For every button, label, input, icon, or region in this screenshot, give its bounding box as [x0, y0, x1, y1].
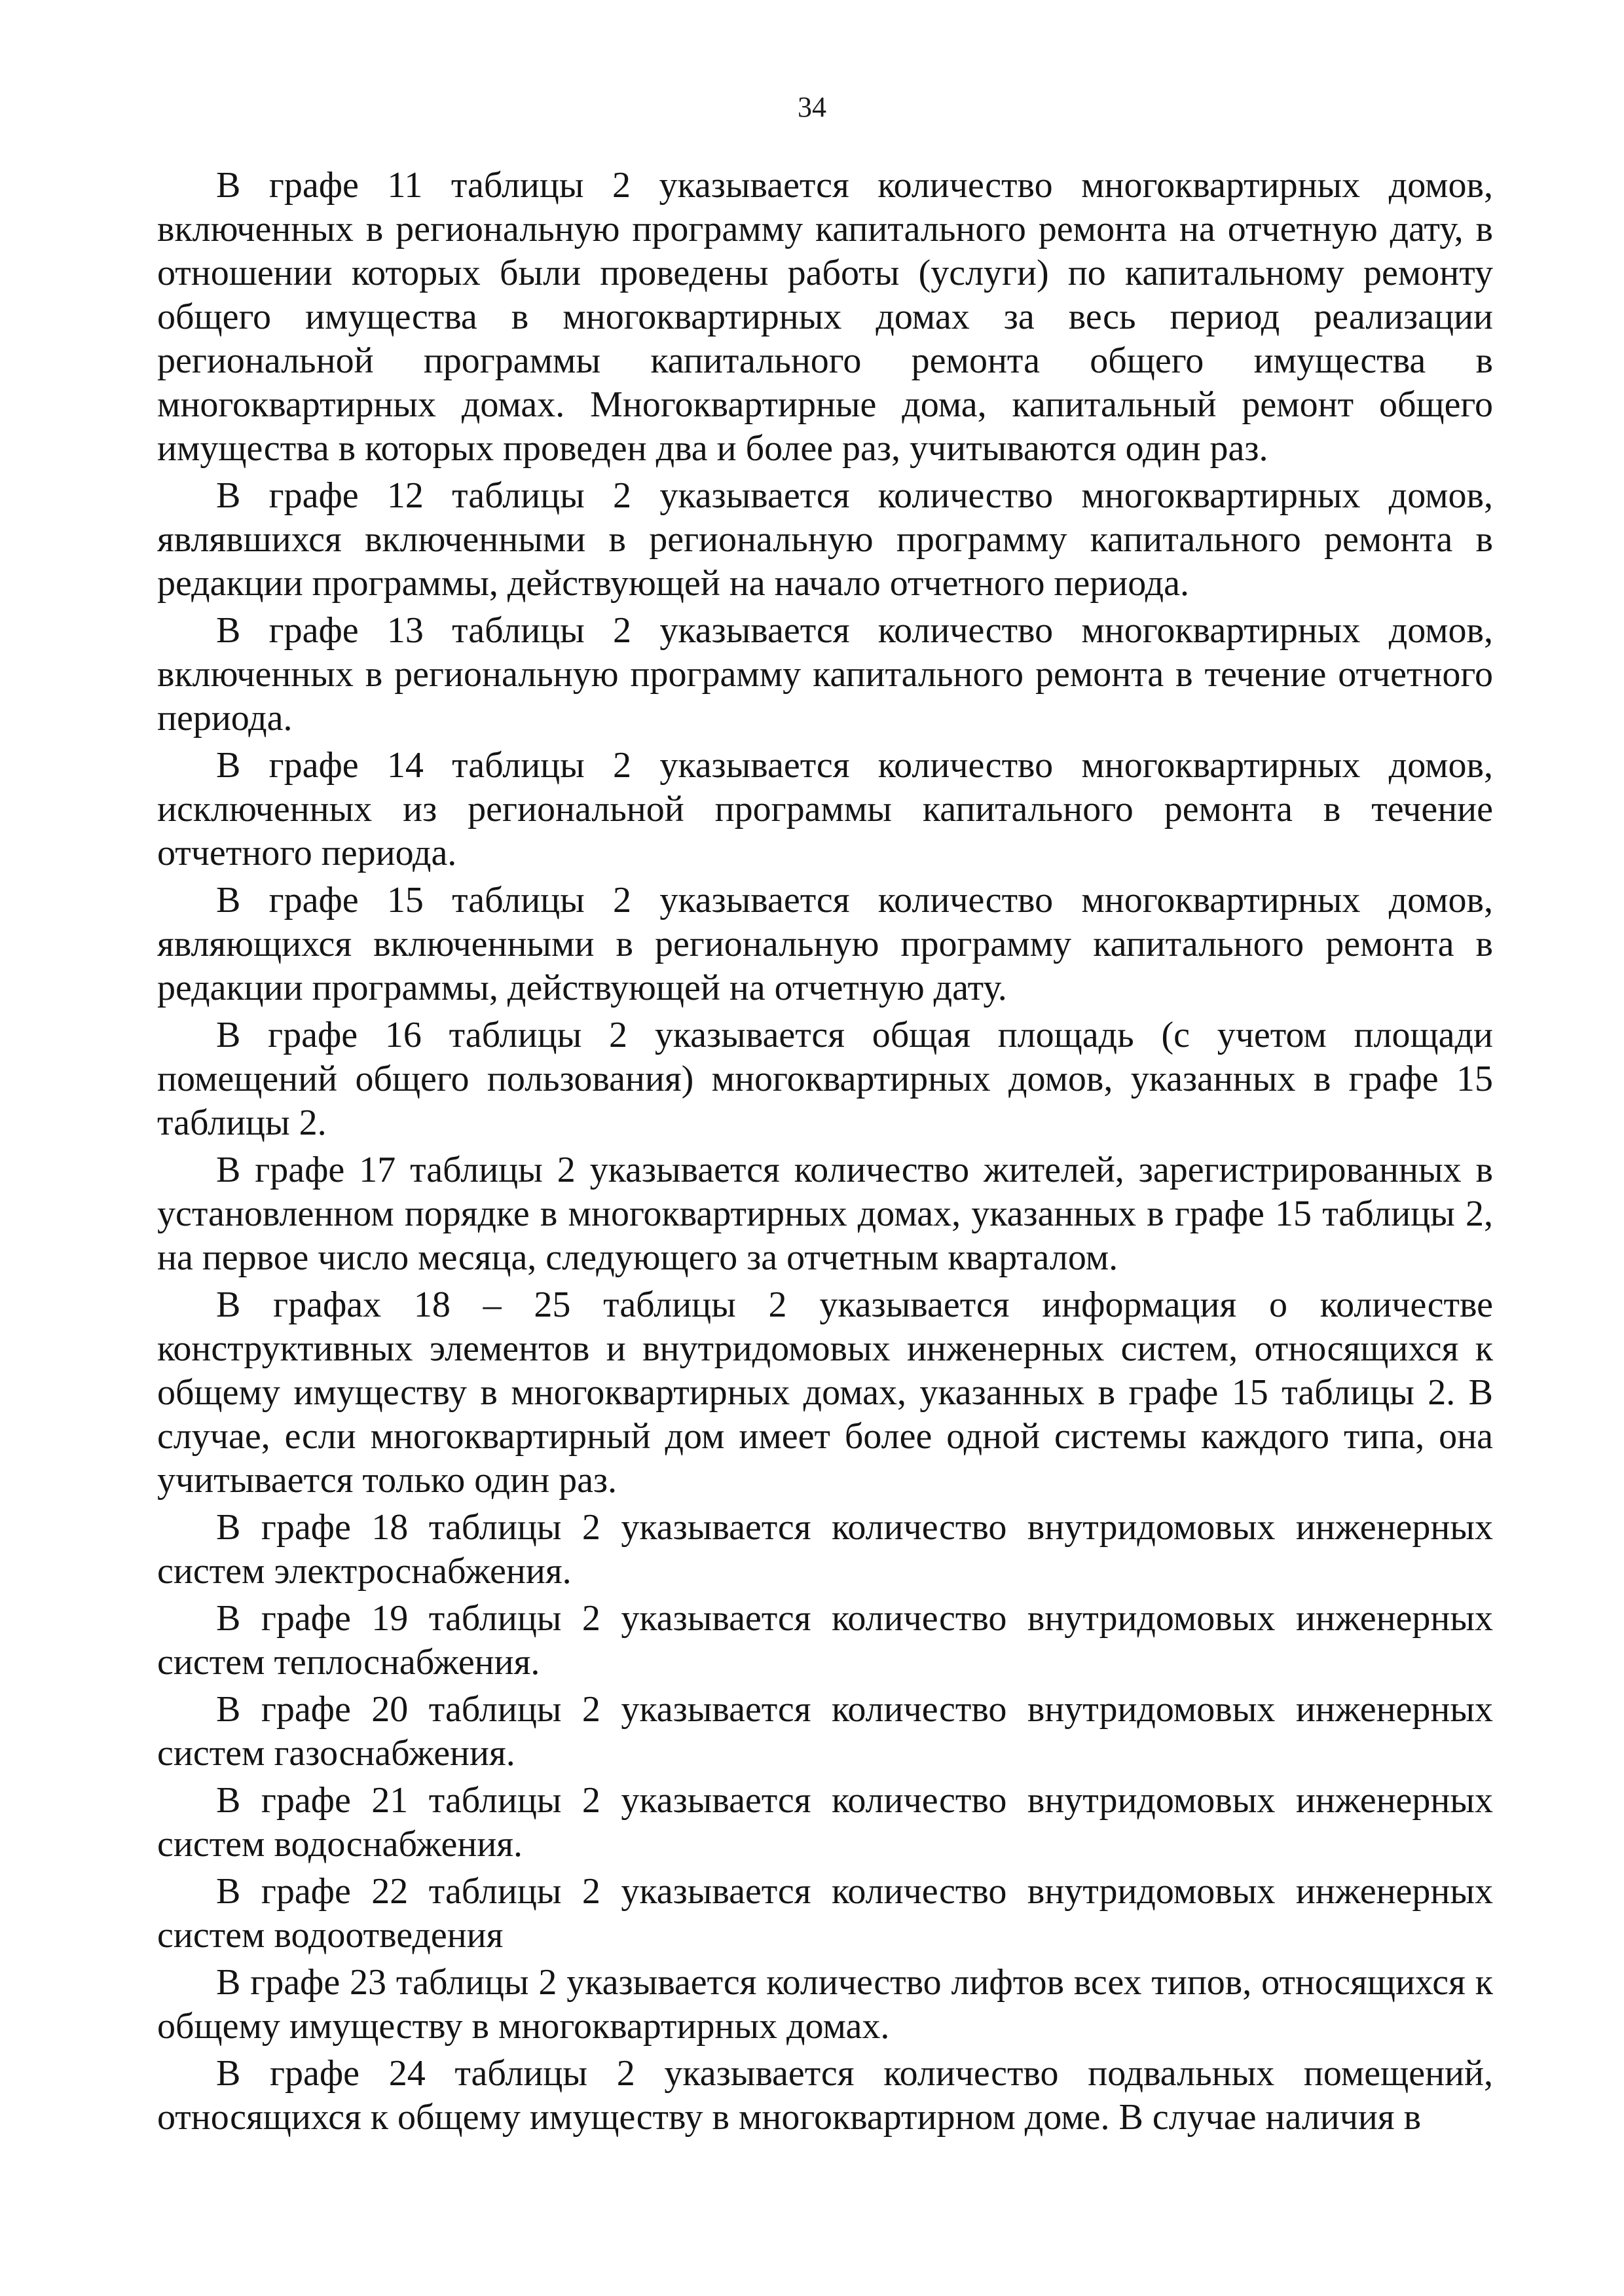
paragraph-grafa-18: В графе 18 таблицы 2 указывается количество внутридомовых инженерных систем электроснабжения. [157, 1507, 1493, 1592]
document-body [157, 164, 1493, 2143]
paragraph-grafa-11: В графе 11 таблицы 2 указывается количество многоквартирных домов, включенных в региональную программу капитального ремонта на отчетную дату, в отношении которых были проведены работы (услуги) по капитальному ремонту общего имущества в многоквартирных домах за весь период реализации региональной программы капитального ремонта общего имущества в многоквартирных домах. Многоквартирные дома, капитальный ремонт общего имущества в которых проведен два и более раз, учитываются один раз. [157, 165, 1493, 469]
paragraph-grafa-20: В графе 20 таблицы 2 указывается количество внутридомовых инженерных систем газоснабжения. [157, 1689, 1493, 1774]
paragraph-grafa-14: В графе 14 таблицы 2 указывается количество многоквартирных домов, исключенных из региональной программы капитального ремонта в течение отчетного периода. [157, 745, 1493, 873]
paragraph-grafa-12: В графе 12 таблицы 2 указывается количество многоквартирных домов, являвшихся включенными в региональную программу капитального ремонта в редакции программы, действующей на начало отчетного периода. [157, 475, 1493, 604]
paragraph-grafa-23: В графе 23 таблицы 2 указывается количество лифтов всех типов, относящихся к общему имуществу в многоквартирных домах. [157, 1962, 1493, 2047]
paragraph-grafa-15: В графе 15 таблицы 2 указывается количество многоквартирных домов, являющихся включенными в региональную программу капитального ремонта в редакции программы, действующей на отчетную дату. [157, 880, 1493, 1008]
paragraph-grafa-16: В графе 16 таблицы 2 указывается общая площадь (с учетом площади помещений общего пользования) многоквартирных домов, указанных в графе 15 таблицы 2. [157, 1015, 1493, 1143]
paragraph-grafa-19: В графе 19 таблицы 2 указывается количество внутридомовых инженерных систем теплоснабжения. [157, 1598, 1493, 1683]
page-number: 34 [798, 91, 826, 123]
paragraph-grafa-22: В графе 22 таблицы 2 указывается количество внутридомовых инженерных систем водоотведения [157, 1871, 1493, 1956]
paragraph-grafa-24: В графе 24 таблицы 2 указывается количество подвальных помещений, относящихся к общему имуществу в многоквартирном доме. В случае наличия в [157, 2053, 1493, 2138]
paragraph-grafa-13: В графе 13 таблицы 2 указывается количество многоквартирных домов, включенных в региональную программу капитального ремонта в течение отчетного периода. [157, 610, 1493, 738]
paragraph-grafy-18-25: В графах 18 – 25 таблицы 2 указывается информация о количестве конструктивных элементов и внутридомовых инженерных систем, относящихся к общему имуществу в многоквартирных домах, указанных в графе 15 таблицы 2. В случае, если многоквартирный дом имеет более одной системы каждого типа, она учитывается только один раз. [157, 1285, 1493, 1501]
paragraph-grafa-21: В графе 21 таблицы 2 указывается количество внутридомовых инженерных систем водоснабжения. [157, 1780, 1493, 1865]
paragraph-grafa-17: В графе 17 таблицы 2 указывается количество жителей, зарегистрированных в установленном порядке в многоквартирных домах, указанных в графе 15 таблицы 2, на первое число месяца, следующего за отчетным кварталом. [157, 1150, 1493, 1278]
